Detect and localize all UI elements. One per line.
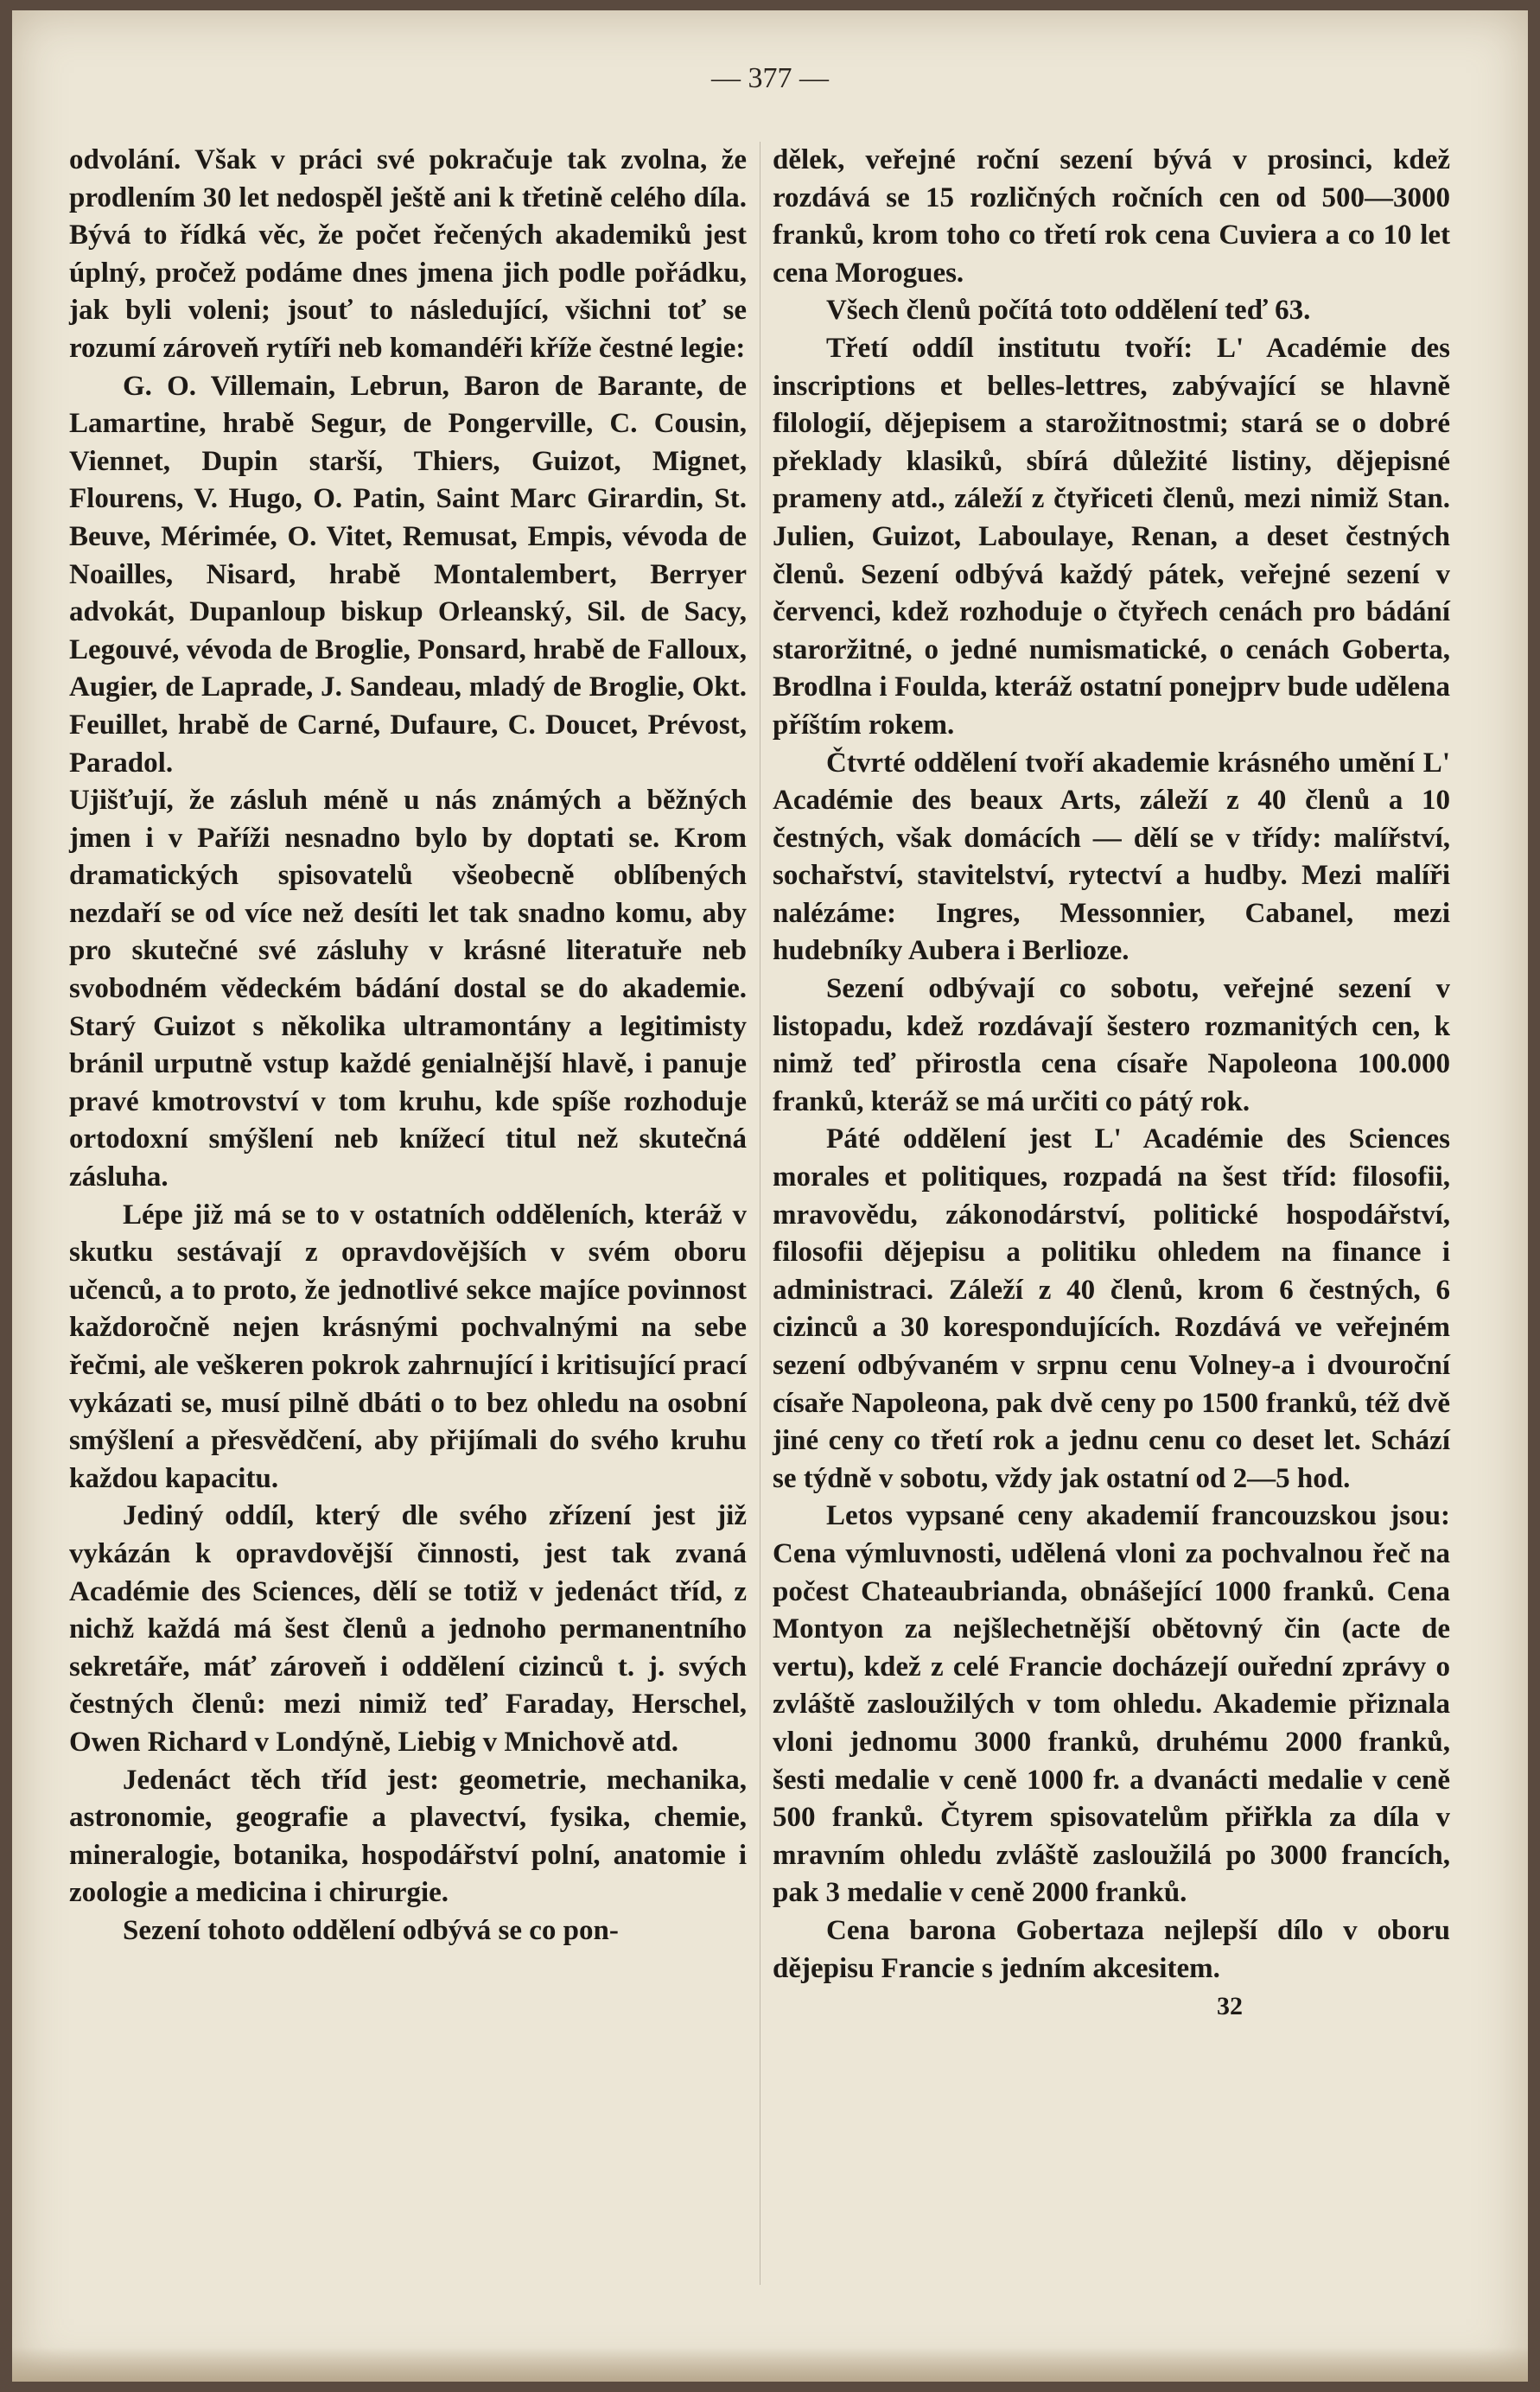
paragraph: Lépe již má se to v ostatních odděleních, kteráž v skutku sestávají z opravdovějších v svém oboru učenců, a to proto, že jednotlivé sekce majíce povinnost každoročně nejen krásnými pochvalnými na sebe řečmi, ale veškeren pokrok zahrnující i kritisující prací vykázati se, musí pilně dbáti o to bez ohledu na osobní smýšlení a přesvědčení, aby přijímali do svého kruhu každou kapacitu. [69,1199,747,1494]
document-page [12,10,1528,2382]
left-column [69,142,747,1950]
paragraph: Čtvrté oddělení tvoří akademie krásného umění L' Académie des beaux Arts, záleží z 40 členů a 10 čestných, však domácích — dělí se v třídy: malířství, sochařství, stavitelství, rytectví a hudby. Mezi malíři nalézáme: Ingres, Messonnier, Cabanel, mezi hudebníky Aubera i Berlioze. [773,747,1450,967]
paragraph: Jedenáct těch tříd jest: geometrie, mechanika, astronomie, geografie a plavectví, fysika, chemie, mineralogie, botanika, hospodářství polní, anatomie i zoologie a medicina i chirurgie. [69,1764,747,1909]
paragraph: Všech členů počítá toto oddělení teď 63. [826,295,1311,327]
right-column [773,142,1450,2026]
paragraph: Sezení tohoto oddělení odbývá se co pon- [123,1914,619,1946]
paragraph: Páté oddělení jest L' Académie des Sciences morales et politiques, rozpadá na šest tříd: filosofii, mravovědu, zákonodárství, politické hospodářství, filosofii dějepisu a politiku ohledem na finance i administraci. Záleží z 40 členů, krom 6 čestných, 6 cizinců a 30 korespondujících. Rozdává ve veřejném sezení odbývaném v srpnu cenu Volney-a i dvouroční císaře Napoleona, pak dvě ceny po 1500 franků, též dvě jiné ceny co třetí rok a jednu cenu co deset let. Schází se týdně v sobotu, vždy jak ostatní od 2—5 hod. [773,1123,1450,1494]
paragraph: Ujišťují, že zásluh méně u nás známých a běžných jmen i v Paříži nesnadno bylo by doptati se. Krom dramatických spisovatelů všeobecně oblíbených nezdaří se od více než desíti let tak snadno komu, aby pro skutečné své zásluhy v krásné literatuře neb svobodném vědeckém bádání dostal se do akademie. Starý Guizot s několika ultramontány a legitimisty bránil urputně vstup každé genialnější hlavě, i panuje pravé kmotrovství v tom kruhu, kde spíše rozhoduje ortodoxní smýšlení neb knížecí titul než skutečná zásluha. [69,785,747,1193]
paragraph: dělek, veřejné roční sezení bývá v prosinci, kdež rozdává se 15 rozličných ročních cen od 500—3000 franků, krom toho co třetí rok cena Cuviera a co 10 let cena Morogues. [773,144,1450,289]
paragraph: Cena barona Gobertaza nejlepší dílo v oboru dějepisu Francie s jedním akcesitem. [773,1914,1450,1984]
paragraph: G. O. Villemain, Lebrun, Baron de Barante, de Lamartine, hrabě Segur, de Pongerville, C. Cousin, Viennet, Dupin starší, Thiers, Guizot, Mignet, Flourens, V. Hugo, O. Patin, Saint Marc Girardin, St. Beuve, Mérimée, O. Vitet, Remusat, Empis, vévoda de Noailles, Nisard, hrabě Montalembert, Berryer advokát, Dupanloup biskup Orleanský, Sil. de Sacy, Legouvé, vévoda de Broglie, Ponsard, hrabě de Falloux, Augier, de Laprade, J. Sandeau, mladý de Broglie, Okt. Feuillet, hrabě de Carné, Dufaure, C. Doucet, Prévost, Paradol. [69,370,747,779]
paragraph: Jediný oddíl, který dle svého zřízení jest již vykázán k opravdovější činnosti, jest tak zvaná Académie des Sciences, dělí se totiž v jedenáct tříd, z nichž každá má šest členů a jednoho permanentního sekretáře, máť zároveň i oddělení cizinců t. j. svých čestných členů: mezi nimiž teď Faraday, Herschel, Owen Richard v Londýně, Liebig v Mnichově atd. [69,1500,747,1758]
paragraph: odvolání. Však v práci své pokračuje tak zvolna, že prodlením 30 let nedospěl ještě ani k třetině celého díla. Bývá to řídká věc, že počet řečených akademiků jest úplný, pročež podáme dnes jmena jich podle pořádku, jak byli voleni; jsouť to následující, všichni toť se rozumí zároveň rytíři neb komandéři kříže čestné legie: [69,144,747,364]
paragraph: Třetí oddíl institutu tvoří: L' Académie des inscriptions et belles-lettres, zabývající se hlavně filologií, dějepisem a starožitnostmi; stará se o dobré překlady klasiků, sbírá důležité listiny, dějepisné prameny atd., záleží z čtyřiceti členů, mezi nimiž Stan. Julien, Guizot, Laboulaye, Renan, a deset čestných členů. Sezení odbývá každý pátek, veřejné sezení v červenci, kdež rozhoduje o čtyřech cenách pro bádání staroržitné, o jedné numismatické, o cenách Goberta, Brodlna i Foulda, kteráž ostatní ponejprv bude udělena příštím rokem. [773,332,1450,741]
paragraph: Sezení odbývají co sobotu, veřejné sezení v listopadu, kdež rozdávají šestero rozmanitých cen, k nimž teď přirostla cena císaře Napoleona 100.000 franků, kteráž se má určiti co pátý rok. [773,973,1450,1117]
signature-mark: 32 [1217,1992,1243,2021]
page-number: — 377 — [711,62,829,94]
paragraph: Letos vypsané ceny akademií francouzskou jsou: Cena výmluvnosti, udělená vloni za pochvalnou řeč na počest Chateaubrianda, obnášející 1000 franků. Cena Montyon za nejšlechetnější obětovný čin (acte de vertu), kdež z celé Francie docházejí ouřední zprávy o zvláště zasloužilých v tom ohledu. Akademie přiznala vloni jednomu 3000 franků, druhému 2000 franků, šesti medalie v ceně 1000 fr. a dvanácti medalie v ceně 500 franků. Čtyrem spisovatelům přiřkla za díla v mravním ohledu zvláště zasloužilá po 3000 francích, pak 3 medalie v ceně 2000 franků. [773,1500,1450,1909]
